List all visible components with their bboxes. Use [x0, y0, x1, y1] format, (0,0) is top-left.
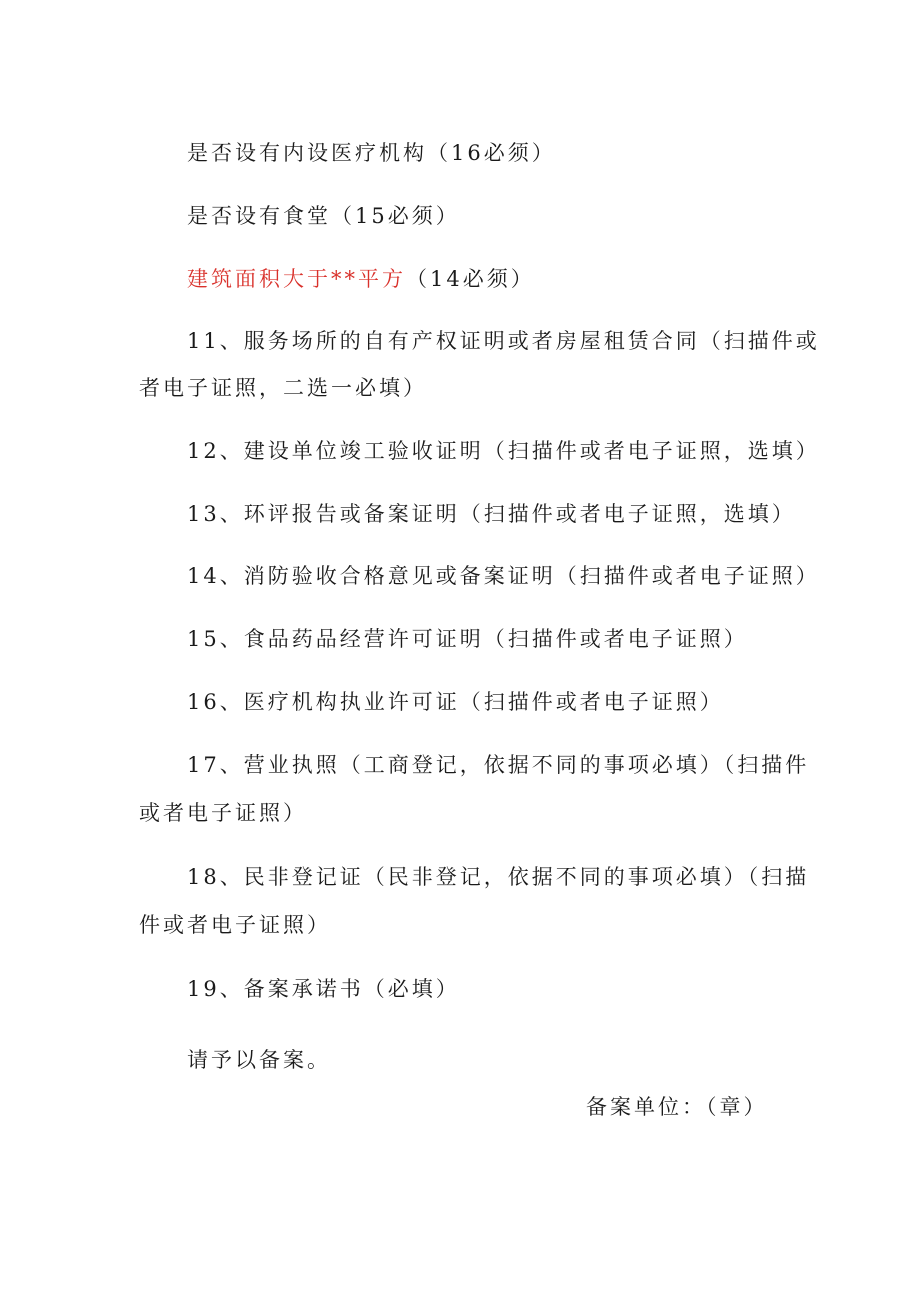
- question-suffix: （14必须）: [406, 267, 535, 291]
- item-text: 17、营业执照（工商登记，依据不同的事项必填）（扫描件: [187, 753, 810, 777]
- item-16: [0, 688, 920, 716]
- item-11-line-2: [0, 374, 920, 402]
- item-text: 或者电子证照）: [139, 801, 307, 825]
- signature-line: [586, 1093, 768, 1121]
- item-text: 18、民非登记证（民非登记，依据不同的事项必填）（扫描: [187, 865, 810, 889]
- item-text: 14、消防验收合格意见或备案证明（扫描件或者电子证照）: [187, 564, 820, 588]
- item-19: [0, 975, 920, 1003]
- question-text: 是否设有食堂（15必须）: [187, 204, 460, 228]
- question-building-area: [0, 265, 920, 293]
- item-text: 19、备案承诺书（必填）: [187, 977, 460, 1001]
- question-canteen: [0, 202, 920, 230]
- request-text: 请予以备案。: [187, 1048, 331, 1072]
- item-18-line-2: [0, 911, 920, 939]
- item-17-line-1: [0, 751, 920, 779]
- highlighted-text: 建筑面积大于**平方: [187, 267, 406, 291]
- item-18-line-1: [0, 863, 920, 891]
- item-text: 13、环评报告或备案证明（扫描件或者电子证照，选填）: [187, 502, 796, 526]
- item-text: 件或者电子证照）: [139, 913, 331, 937]
- item-13: [0, 500, 920, 528]
- item-text: 12、建设单位竣工验收证明（扫描件或者电子证照，选填）: [187, 439, 820, 463]
- item-11-line-1: [0, 327, 920, 355]
- item-text: 15、食品药品经营许可证明（扫描件或者电子证照）: [187, 627, 748, 651]
- question-medical-institution: [0, 139, 920, 167]
- item-12: [0, 437, 920, 465]
- item-text: 16、医疗机构执业许可证（扫描件或者电子证照）: [187, 690, 724, 714]
- item-14: [0, 562, 920, 590]
- item-15: [0, 625, 920, 653]
- request-line: [0, 1046, 920, 1074]
- signature-text: 备案单位：（章）: [586, 1095, 768, 1119]
- item-text: 11、服务场所的自有产权证明或者房屋租赁合同（扫描件或: [187, 329, 820, 353]
- item-17-line-2: [0, 799, 920, 827]
- question-text: 是否设有内设医疗机构（16必须）: [187, 141, 556, 165]
- item-text: 者电子证照，二选一必填）: [139, 376, 427, 400]
